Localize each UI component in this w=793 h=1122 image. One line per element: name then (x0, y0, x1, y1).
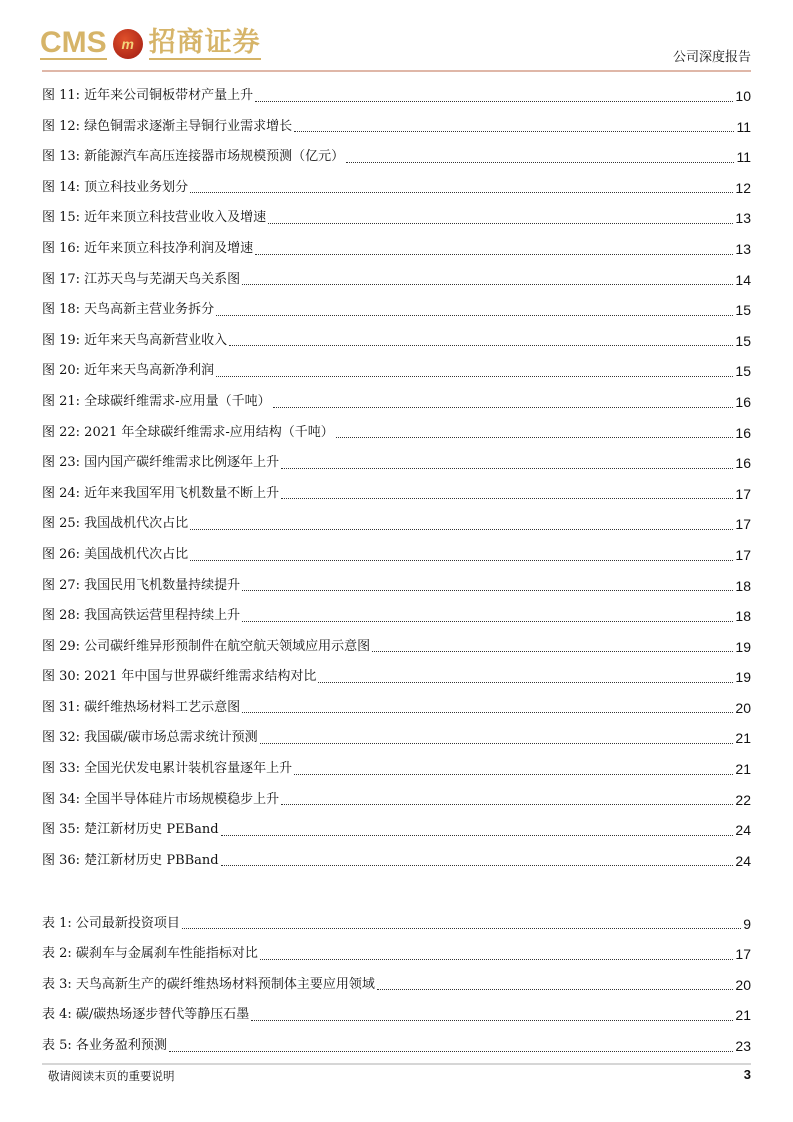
toc-entry-label: 图 16: 近年来顶立科技净利润及增速 (42, 240, 254, 256)
toc-entry-label: 表 1: 公司最新投资项目 (42, 915, 180, 931)
toc-entry-label: 图 32: 我国碳/碳市场总需求统计预测 (42, 730, 258, 746)
leader-dots (260, 939, 734, 970)
figure-list (42, 81, 751, 876)
figure-toc-entry[interactable] (42, 662, 751, 693)
toc-entry-page: 19 (735, 638, 751, 655)
leader-dots (281, 448, 733, 479)
figure-toc-entry[interactable] (42, 815, 751, 846)
figure-toc-entry[interactable] (42, 356, 751, 387)
figure-toc-entry[interactable] (42, 234, 751, 265)
figure-toc-entry[interactable] (42, 509, 751, 540)
logo-cms-text: CMS (40, 26, 107, 59)
toc-entry-page: 15 (735, 332, 751, 349)
figure-toc-entry[interactable] (42, 326, 751, 357)
figure-toc-entry[interactable] (42, 265, 751, 296)
toc-entry-label: 图 34: 全国半导体硅片市场规模稳步上升 (42, 791, 280, 807)
toc-entry-label: 图 33: 全国光伏发电累计装机容量逐年上升 (42, 761, 293, 777)
leader-dots (372, 632, 733, 663)
figure-toc-entry[interactable] (42, 540, 751, 571)
figure-toc-entry[interactable] (42, 173, 751, 204)
toc-entry-page: 15 (735, 302, 751, 319)
leader-dots (346, 142, 734, 173)
toc-entry-page: 17 (735, 485, 751, 502)
leader-dots (190, 509, 733, 540)
toc-entry-label: 图 19: 近年来天鸟高新营业收入 (42, 332, 228, 348)
table-list (42, 909, 751, 1062)
leader-dots (377, 970, 734, 1001)
leader-dots (260, 723, 734, 754)
toc-entry-page: 15 (735, 363, 751, 380)
toc-entry-page: 19 (735, 669, 751, 686)
table-toc-entry[interactable] (42, 909, 751, 940)
leader-dots (281, 785, 733, 816)
figure-toc-entry[interactable] (42, 112, 751, 143)
toc-entry-page: 9 (743, 915, 751, 932)
figure-toc-entry[interactable] (42, 723, 751, 754)
toc-entry-label: 图 29: 公司碳纤维异形预制件在航空航天领域应用示意图 (42, 638, 371, 654)
toc-entry-label: 图 26: 美国战机代次占比 (42, 546, 189, 562)
figure-toc-entry[interactable] (42, 754, 751, 785)
figure-toc-entry[interactable] (42, 601, 751, 632)
leader-dots (182, 909, 741, 940)
figure-toc-entry[interactable] (42, 387, 751, 418)
header-divider (42, 70, 751, 72)
table-toc-entry[interactable] (42, 1031, 751, 1062)
figure-toc-entry[interactable] (42, 448, 751, 479)
leader-dots (273, 387, 734, 418)
leader-dots (190, 173, 733, 204)
leader-dots (251, 1000, 733, 1031)
toc-entry-label: 图 24: 近年来我国军用飞机数量不断上升 (42, 485, 280, 501)
toc-entry-page: 10 (735, 88, 751, 104)
leader-dots (216, 295, 733, 326)
leader-dots (268, 203, 733, 234)
toc-entry-label: 表 5: 各业务盈利预测 (42, 1037, 167, 1053)
leader-dots (336, 418, 734, 449)
toc-entry-label: 图 13: 新能源汽车高压连接器市场规模预测（亿元） (42, 149, 345, 165)
toc-entry-label: 图 25: 我国战机代次占比 (42, 516, 189, 532)
toc-entry-page: 16 (735, 424, 751, 441)
leader-dots (242, 571, 733, 602)
logo-chinese-text: 招商证券 (148, 27, 261, 58)
leader-dots (190, 540, 733, 571)
toc-entry-page: 13 (735, 210, 751, 227)
figure-toc-entry[interactable] (42, 142, 751, 173)
toc-entry-label: 图 36: 楚江新材历史 PBBand (42, 852, 219, 868)
toc-entry-label: 图 18: 天鸟高新主营业务拆分 (42, 302, 215, 318)
leader-dots (242, 693, 733, 724)
leader-dots (169, 1031, 734, 1062)
page-number: 3 (743, 1067, 751, 1082)
leader-dots (229, 326, 733, 357)
toc-entry-page: 11 (736, 149, 751, 166)
toc-entry-page: 17 (735, 546, 751, 563)
toc-entry-page: 21 (735, 730, 751, 747)
footer-note: 敬请阅读末页的重要说明 (48, 1069, 175, 1083)
company-logo (40, 26, 261, 62)
toc-entry-page: 20 (735, 976, 751, 993)
toc-entry-label: 图 23: 国内国产碳纤维需求比例逐年上升 (42, 455, 280, 471)
toc-entry-page: 18 (735, 577, 751, 594)
leader-dots (255, 234, 733, 265)
table-toc-entry[interactable] (42, 970, 751, 1001)
leader-dots (221, 846, 734, 877)
leader-dots (216, 356, 733, 387)
toc-entry-label: 图 17: 江苏天鸟与芜湖天鸟关系图 (42, 271, 241, 287)
leader-dots (294, 112, 734, 143)
logo-emblem-icon: m (113, 29, 143, 59)
toc-entry-page: 17 (735, 516, 751, 533)
figure-toc-entry[interactable] (42, 479, 751, 510)
figure-toc-entry[interactable] (42, 846, 751, 877)
toc-entry-label: 表 2: 碳刹车与金属刹车性能指标对比 (42, 946, 258, 962)
toc-entry-label: 图 31: 碳纤维热场材料工艺示意图 (42, 699, 241, 715)
leader-dots (318, 662, 733, 693)
toc-entry-label: 图 11: 近年来公司铜板带材产量上升 (42, 88, 254, 103)
toc-entry-page: 12 (735, 179, 751, 196)
toc-entry-page: 21 (735, 1007, 751, 1024)
toc-entry-label: 图 21: 全球碳纤维需求-应用量（千吨） (42, 393, 271, 409)
toc-entry-page: 21 (735, 761, 751, 778)
leader-dots (221, 815, 734, 846)
toc-entry-page: 22 (735, 791, 751, 808)
toc-entry-label: 图 14: 顶立科技业务划分 (42, 179, 189, 195)
toc-entry-label: 图 12: 绿色铜需求逐渐主导铜行业需求增长 (42, 118, 293, 134)
toc-entry-page: 16 (735, 455, 751, 472)
table-toc-entry[interactable] (42, 1000, 751, 1031)
toc-entry-page: 23 (735, 1037, 751, 1054)
leader-dots (242, 265, 733, 296)
toc-entry-label: 图 35: 楚江新材历史 PEBand (42, 822, 219, 838)
toc-entry-label: 图 28: 我国高铁运营里程持续上升 (42, 608, 241, 624)
figure-toc-entry[interactable] (42, 693, 751, 724)
leader-dots (294, 754, 733, 785)
toc-entry-label: 表 4: 碳/碳热场逐步替代等静压石墨 (42, 1007, 250, 1023)
leader-dots (242, 601, 733, 632)
document-type: 公司深度报告 (672, 50, 751, 65)
table-toc-entry[interactable] (42, 939, 751, 970)
toc-entry-page: 11 (736, 118, 751, 135)
figure-toc-entry[interactable] (42, 418, 751, 449)
toc-entry-page: 16 (735, 393, 751, 410)
figure-toc-entry[interactable] (42, 295, 751, 326)
toc-entry-page: 20 (735, 699, 751, 716)
figure-toc-entry[interactable] (42, 571, 751, 602)
toc-entry-label: 图 27: 我国民用飞机数量持续提升 (42, 577, 241, 593)
toc-entry-page: 14 (735, 271, 751, 288)
figure-toc-entry[interactable] (42, 203, 751, 234)
toc-entry-label: 图 15: 近年来顶立科技营业收入及增速 (42, 210, 267, 226)
toc-entry-page: 13 (735, 240, 751, 257)
toc-entry-label: 表 3: 天鸟高新生产的碳纤维热场材料预制体主要应用领域 (42, 976, 375, 992)
leader-dots (255, 81, 733, 112)
toc-entry-label: 图 30: 2021 年中国与世界碳纤维需求结构对比 (42, 669, 317, 685)
toc-entry-page: 24 (735, 822, 751, 839)
toc-entry-label: 图 20: 近年来天鸟高新净利润 (42, 363, 215, 379)
toc-entry-page: 18 (735, 608, 751, 625)
toc-entry-label: 图 22: 2021 年全球碳纤维需求-应用结构（千吨） (42, 424, 334, 440)
figure-toc-entry[interactable] (42, 81, 751, 112)
toc-entry-page: 24 (735, 852, 751, 869)
leader-dots (281, 479, 733, 510)
footer-divider (42, 1063, 751, 1065)
figure-toc-entry[interactable] (42, 632, 751, 663)
figure-toc-entry[interactable] (42, 785, 751, 816)
toc-entry-page: 17 (735, 946, 751, 963)
